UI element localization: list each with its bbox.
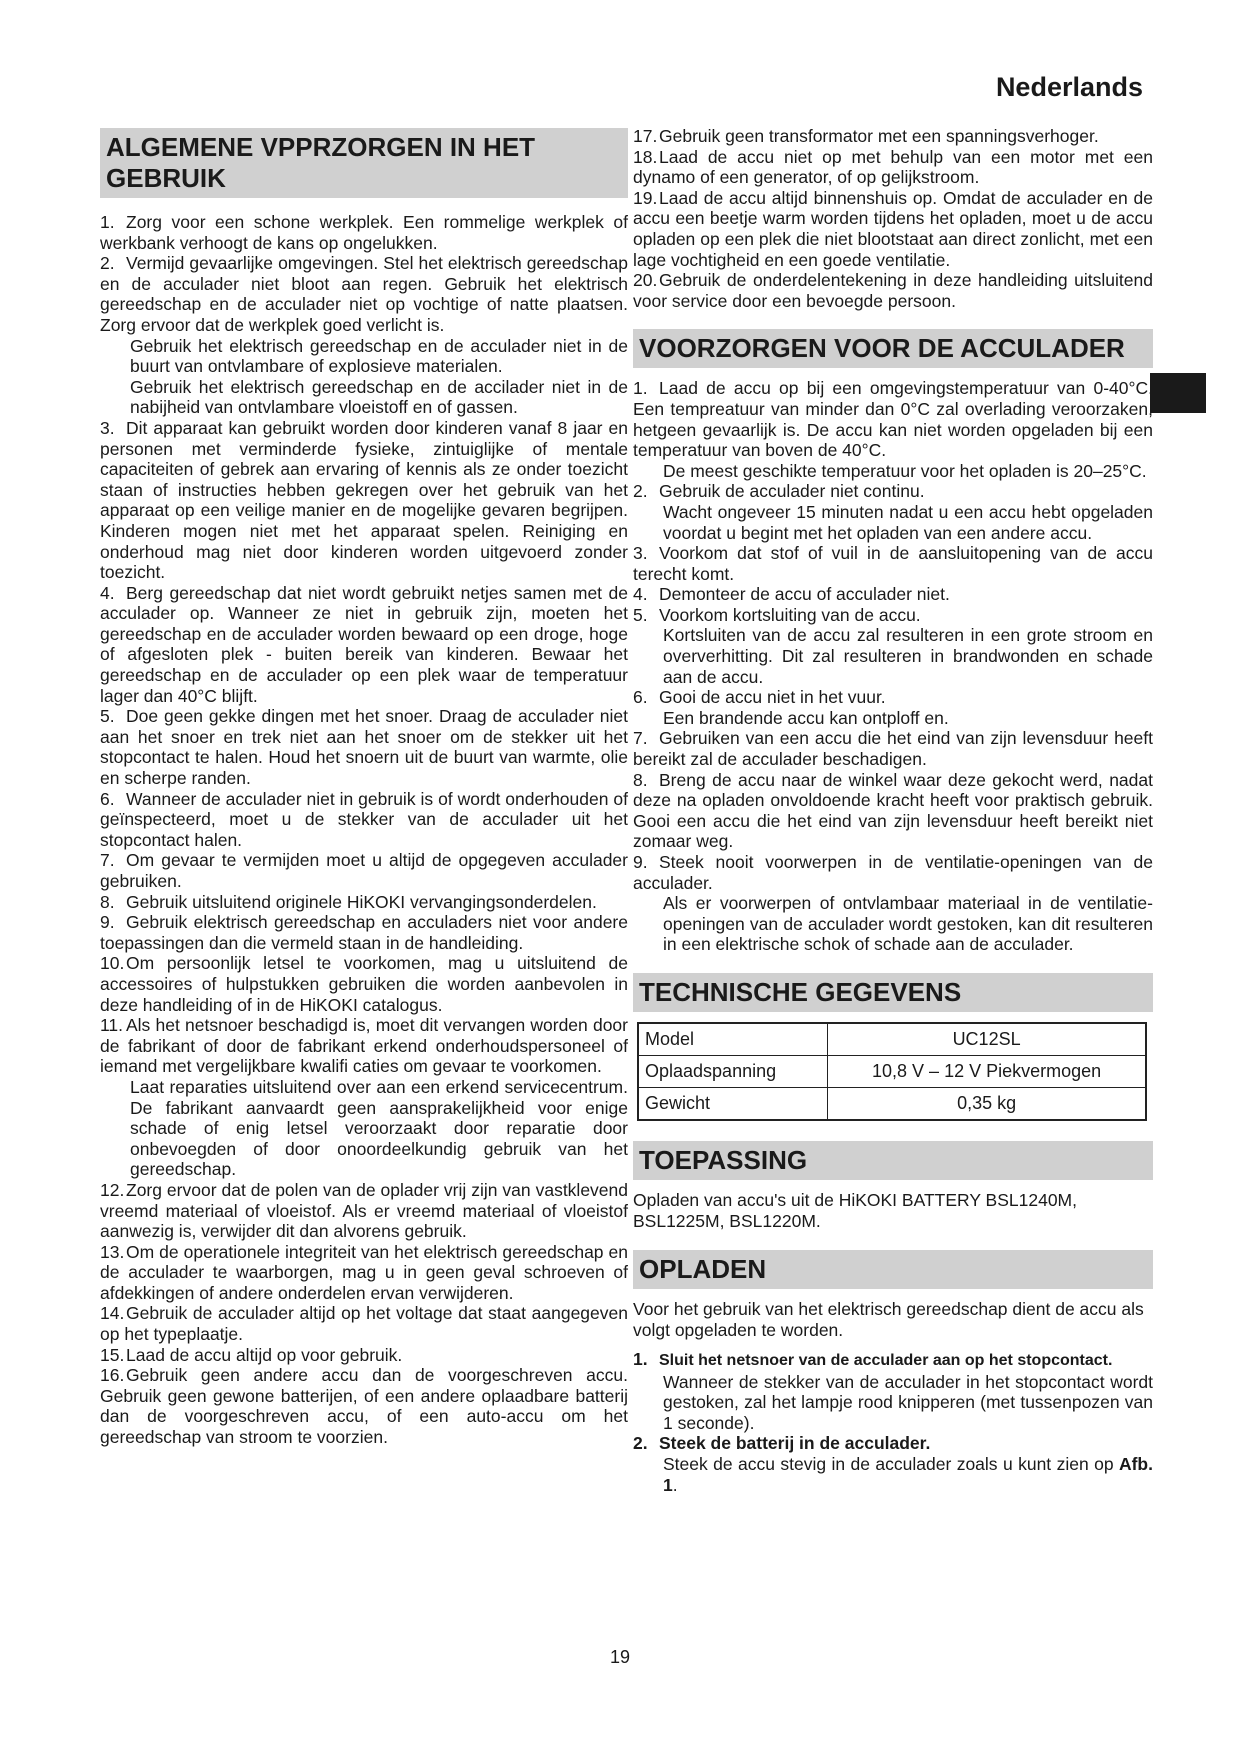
item-text: Doe geen gekke dingen met het snoer. Draag de acculader niet aan het snoer en trek niet aan het snoer om de stekker uit het stopcontact te halen. Houd het snoern uit de buurt van warmte, olie en scherpe randen. (100, 706, 628, 789)
item-text: Gebruik de acculader altijd op het voltage dat staat aangegeven op het typeplaatje. (100, 1303, 628, 1345)
list-item (633, 584, 1153, 605)
item-number: 4. (100, 582, 115, 603)
item-note: Kortsluiten van de accu zal resulteren in een grote stroom en oververhitting. Dit zal resulteren in brandwonden en schade aan de accu. (663, 625, 1153, 687)
item-text: Dit apparaat kan gebruikt worden door kinderen vanaf 8 jaar en personen met verminderde fysieke, zintuiglijke of mentale capaciteiten of gebrek aan ervaring of kennis als ze onder toezicht staan of instructies hebben gekregen over het gebruik van het apparaat op een veilige manier en de mogelijke gevaren begrijpen. Kinderen mogen niet met het apparaat spelen. Reiniging en onderhoud mag niet door kinderen worden uitgevoerd zonder toezicht. (100, 417, 628, 583)
spec-label: Model (638, 1023, 828, 1056)
item-text: Zorg ervoor dat de polen van de oplader vrij zijn van vastklevend vreemd materiaal of vloeistof. Als er vreemd materiaal of vloeistof aanwezig is, verwijder dit dan alvorens gebruik. (100, 1179, 628, 1242)
list-item (633, 625, 1153, 687)
item-note: Gebruik het elektrisch gereedschap en de acculader niet in de buurt van ontvlambare of explosieve materialen. (130, 335, 628, 377)
step-text: Steek de accu stevig in de acculader zoals u kunt zien op (663, 1453, 1114, 1474)
charging-heading: OPLADEN (633, 1250, 1153, 1289)
item-number: 5. (633, 604, 648, 625)
item-text: Laad de accu altijd op voor gebruik. (126, 1344, 403, 1365)
application-text: Opladen van accu's uit de HiKOKI BATTERY BSL1240M, BSL1225M, BSL1220M. (633, 1189, 1077, 1231)
list-item (633, 461, 1153, 482)
list-item (100, 706, 628, 788)
item-number: 8. (633, 769, 648, 790)
item-text: Laad de accu op bij een omgevingstemperatuur van 0-40°C. Een tempreatuur van minder dan 0°C zal overlading veroorzaken, hetgeen gevaarlijk is. De accu kan niet worden opgeladen bij een temperatuur van boven de 40°C. (633, 378, 1153, 461)
list-item (100, 212, 628, 253)
item-text: Om persoonlijk letsel te voorkomen, mag u uitsluitend de accessoires of hulpstukken gebruiken die worden aanbevolen in deze handleiding of in de HiKOKI catalogus. (100, 953, 628, 1015)
spec-label: Oplaadspanning (638, 1055, 828, 1087)
left-column (100, 128, 628, 1448)
list-item (633, 378, 1153, 460)
item-number: 17. (633, 126, 658, 146)
item-note: Een brandende accu kan ontploff en. (663, 707, 949, 728)
item-number: 7. (100, 850, 115, 871)
list-item (633, 502, 1153, 543)
spec-value: 0,35 kg (828, 1087, 1146, 1120)
list-item (633, 126, 1153, 147)
step-text-end: . (672, 1474, 678, 1495)
step-text: Wanneer de stekker van de acculader in het stopcontact wordt gestoken, zal het lampje rood knipperen (met tussenpozen van 1 seconde). (663, 1371, 1153, 1433)
table-row (638, 1023, 1146, 1056)
list-item (633, 605, 1153, 626)
item-number: 4. (633, 584, 648, 605)
language-tab-marker (1150, 373, 1206, 413)
list-item (100, 1345, 628, 1366)
page-number: 19 (610, 1647, 631, 1667)
list-item (100, 253, 628, 335)
item-number: 5. (100, 706, 115, 727)
item-text: Gebruiken van een accu die het eind van zijn levensduur heeft bereikt zal de acculader beschadigen. (633, 728, 1153, 770)
list-item (100, 583, 628, 707)
item-text: Gebruik geen andere accu dan de voorgeschreven accu. Gebruik geen gewone batterijen, of een andere oplaadbare batterij dan de voorgeschreven accu, of een auto-accu om het gereedschap van stroom te voorzien. (100, 1365, 628, 1448)
item-note: Wacht ongeveer 15 minuten nadat u een accu hebt opgeladen voordat u begint met het opladen van een andere accu. (663, 501, 1153, 543)
item-number: 9. (100, 912, 115, 933)
item-text: Laad de accu altijd binnenshuis op. Omdat de acculader en de accu een beetje warm worden tijdens het opladen, moet u de accu opladen op een plek die niet blootstaat aan direct zonlicht, met een lage vochtigheid en een goede ventilatie. (633, 187, 1153, 270)
item-number: 2. (633, 481, 648, 502)
item-text: Vermijd gevaarlijke omgevingen. Stel het elektrisch gereedschap en de acculader niet bloot aan regen. Gebruik het elektrisch gereedschap en de acculader niet op vochtige of natte plaatsen. Zorg ervoor dat de werkplek goed verlicht is. (100, 253, 628, 335)
step-text-wrap (633, 1454, 1153, 1495)
step-number: 1. (633, 1348, 648, 1369)
item-text: Steek nooit voorwerpen in de ventilatie-openingen van de acculader. (633, 852, 1153, 893)
item-text: Voorkom dat stof of vuil in de aansluitopening van de accu terecht komt. (633, 543, 1153, 584)
general-safety-list-continued (633, 126, 1153, 311)
item-text: Gebruik de onderdelentekening in deze handleiding uitsluitend voor service door een bevoegde persoon. (633, 270, 1153, 311)
item-text: Berg gereedschap dat niet wordt gebruikt netjes samen met de acculader op. Wanneer ze niet in gebruik zijn, moeten het gereedschap en de acculader worden bewaard op een droge, hoge of afgesloten plek - buiten bereik van kinderen. Bewaar het gereedschap en de acculader op een plek waar de temperatuur lager dan 40°C blijft. (100, 582, 628, 706)
list-item (633, 481, 1153, 502)
list-item (100, 336, 628, 377)
item-note: Als er voorwerpen of ontvlambaar materiaal in de ventilatie-openingen van de acculader wordt gestoken, kan dit resulteren in een elektrische schok of schade aan de acculader. (663, 893, 1153, 955)
list-item (100, 1365, 628, 1447)
specifications-table (637, 1022, 1147, 1121)
item-number: 16. (100, 1365, 125, 1386)
item-text: Gooi de accu niet in het vuur. (659, 687, 886, 708)
item-number: 1. (633, 378, 648, 399)
list-item (100, 418, 628, 583)
charger-precautions-heading: VOORZORGEN VOOR DE ACCULADER (633, 329, 1153, 368)
list-item (633, 687, 1153, 708)
item-number: 14. (100, 1303, 125, 1324)
spec-value: UC12SL (828, 1023, 1146, 1056)
item-number: 13. (100, 1241, 125, 1262)
list-item (633, 852, 1153, 893)
item-number: 1. (100, 212, 115, 232)
item-text: Gebruik uitsluitend originele HiKOKI vervangingsonderdelen. (126, 891, 597, 912)
item-text: Gebruik geen transformator met een spanningsverhoger. (659, 126, 1099, 146)
item-text: Gebruik de acculader niet continu. (659, 481, 925, 502)
item-number: 3. (633, 543, 648, 564)
item-number: 19. (633, 187, 658, 208)
list-item (100, 1015, 628, 1077)
item-number: 6. (633, 687, 648, 708)
item-number: 3. (100, 417, 115, 438)
list-item (633, 770, 1153, 852)
list-item (100, 892, 628, 913)
list-item (100, 1303, 628, 1344)
item-text: Voorkom kortsluiting van de accu. (659, 604, 921, 625)
item-number: 18. (633, 146, 658, 167)
item-number: 20. (633, 270, 658, 291)
item-number: 10. (100, 953, 125, 974)
item-text: Gebruik elektrisch gereedschap en acculaders niet voor andere toepassingen dan die vermeld staan in de handleiding. (100, 912, 628, 953)
list-item (633, 188, 1153, 270)
list-item (633, 893, 1153, 955)
application-heading: TOEPASSING (633, 1141, 1153, 1180)
item-text: Zorg voor een schone werkplek. Een rommelige werkplek of werkbank verhoogt de kans op ongelukken. (100, 212, 628, 253)
list-item (100, 1242, 628, 1304)
list-item (633, 708, 1153, 729)
item-number: 15. (100, 1344, 125, 1365)
item-number: 8. (100, 891, 115, 912)
spec-label: Gewicht (638, 1087, 828, 1120)
list-item (100, 789, 628, 851)
list-item (100, 377, 628, 418)
right-column (633, 126, 1153, 1495)
list-item (100, 1180, 628, 1242)
item-text: Om gevaar te vermijden moet u altijd de opgegeven acculader gebruiken. (100, 850, 628, 891)
item-number: 7. (633, 728, 648, 749)
technical-data-heading: TECHNISCHE GEGEVENS (633, 973, 1153, 1012)
item-note: Gebruik het elektrisch gereedschap en de accilader niet in de nabijheid van ontvlambare vloeistoff en of gassen. (130, 376, 628, 418)
step-number: 2. (633, 1433, 648, 1454)
general-safety-list (100, 212, 628, 1448)
step-title: Steek de batterij in de acculader. (659, 1433, 931, 1454)
spec-value: 10,8 V – 12 V Piekvermogen (828, 1055, 1146, 1087)
table-row (638, 1055, 1146, 1087)
table-row (638, 1087, 1146, 1120)
item-number: 6. (100, 788, 115, 809)
charging-intro: Voor het gebruik van het elektrisch gereedschap dient de accu als volgt opgeladen te worden. (633, 1298, 1144, 1340)
item-number: 11. (100, 1015, 124, 1036)
list-item (100, 1077, 628, 1180)
page-language-title: Nederlands (995, 72, 1143, 102)
item-text: Demonteer de accu of acculader niet. (659, 584, 950, 605)
item-note: De meest geschikte temperatuur voor het opladen is 20–25°C. (663, 460, 1147, 481)
item-note: Laat reparaties uitsluitend over aan een erkend servicecentrum. De fabrikant aanvaardt geen aansprakelijkheid voor enige schade of enig letsel veroorzaakt door reparatie door onbevoegden of door onoordeelkundig gebruik van het gereedschap. (130, 1076, 628, 1180)
item-text: Om de operationele integriteit van het elektrisch gereedschap en de acculader te waarborgen, mag u in geen geval schroeven of afdekkingen of andere onderdelen ervan verwijderen. (100, 1241, 628, 1303)
item-number: 9. (633, 852, 648, 872)
item-text: Als het netsnoer beschadigd is, moet dit vervangen worden door de fabrikant of door de fabrikant erkend onderhoudspersoneel of iemand met vergelijkbare kwalifi caties om gevaar te voorkomen. (100, 1015, 628, 1077)
charger-precautions-list (633, 378, 1153, 955)
list-item (633, 1349, 1153, 1433)
item-number: 2. (100, 253, 115, 274)
list-item (100, 912, 628, 953)
item-text: Laad de accu niet op met behulp van een motor met een dynamo of een generator, of op gelijkstroom. (633, 146, 1153, 188)
item-text: Breng de accu naar de winkel waar deze gekocht werd, nadat deze na opladen onvoldoende kracht heeft voor praktisch gebruik. Gooi een accu die het eind van zijn levensduur heeft bereikt niet zomaar weg. (633, 769, 1153, 852)
charging-steps (633, 1349, 1153, 1495)
list-item (633, 270, 1153, 311)
list-item (100, 953, 628, 1015)
list-item (100, 850, 628, 891)
general-safety-heading: ALGEMENE VPPRZORGEN IN HET GEBRUIK (100, 128, 628, 198)
figure-reference: Afb. 1 (663, 1453, 1153, 1495)
list-item (633, 728, 1153, 769)
item-number: 12. (100, 1179, 125, 1200)
list-item (633, 1433, 1153, 1495)
list-item (633, 543, 1153, 584)
item-text: Wanneer de acculader niet in gebruik is of wordt onderhouden of geïnspecteerd, moet u de stekker van de acculader uit het stopcontact halen. (100, 788, 628, 850)
list-item (633, 147, 1153, 188)
step-title: Sluit het netsnoer van de acculader aan op het stopcontact. (659, 1351, 1113, 1369)
